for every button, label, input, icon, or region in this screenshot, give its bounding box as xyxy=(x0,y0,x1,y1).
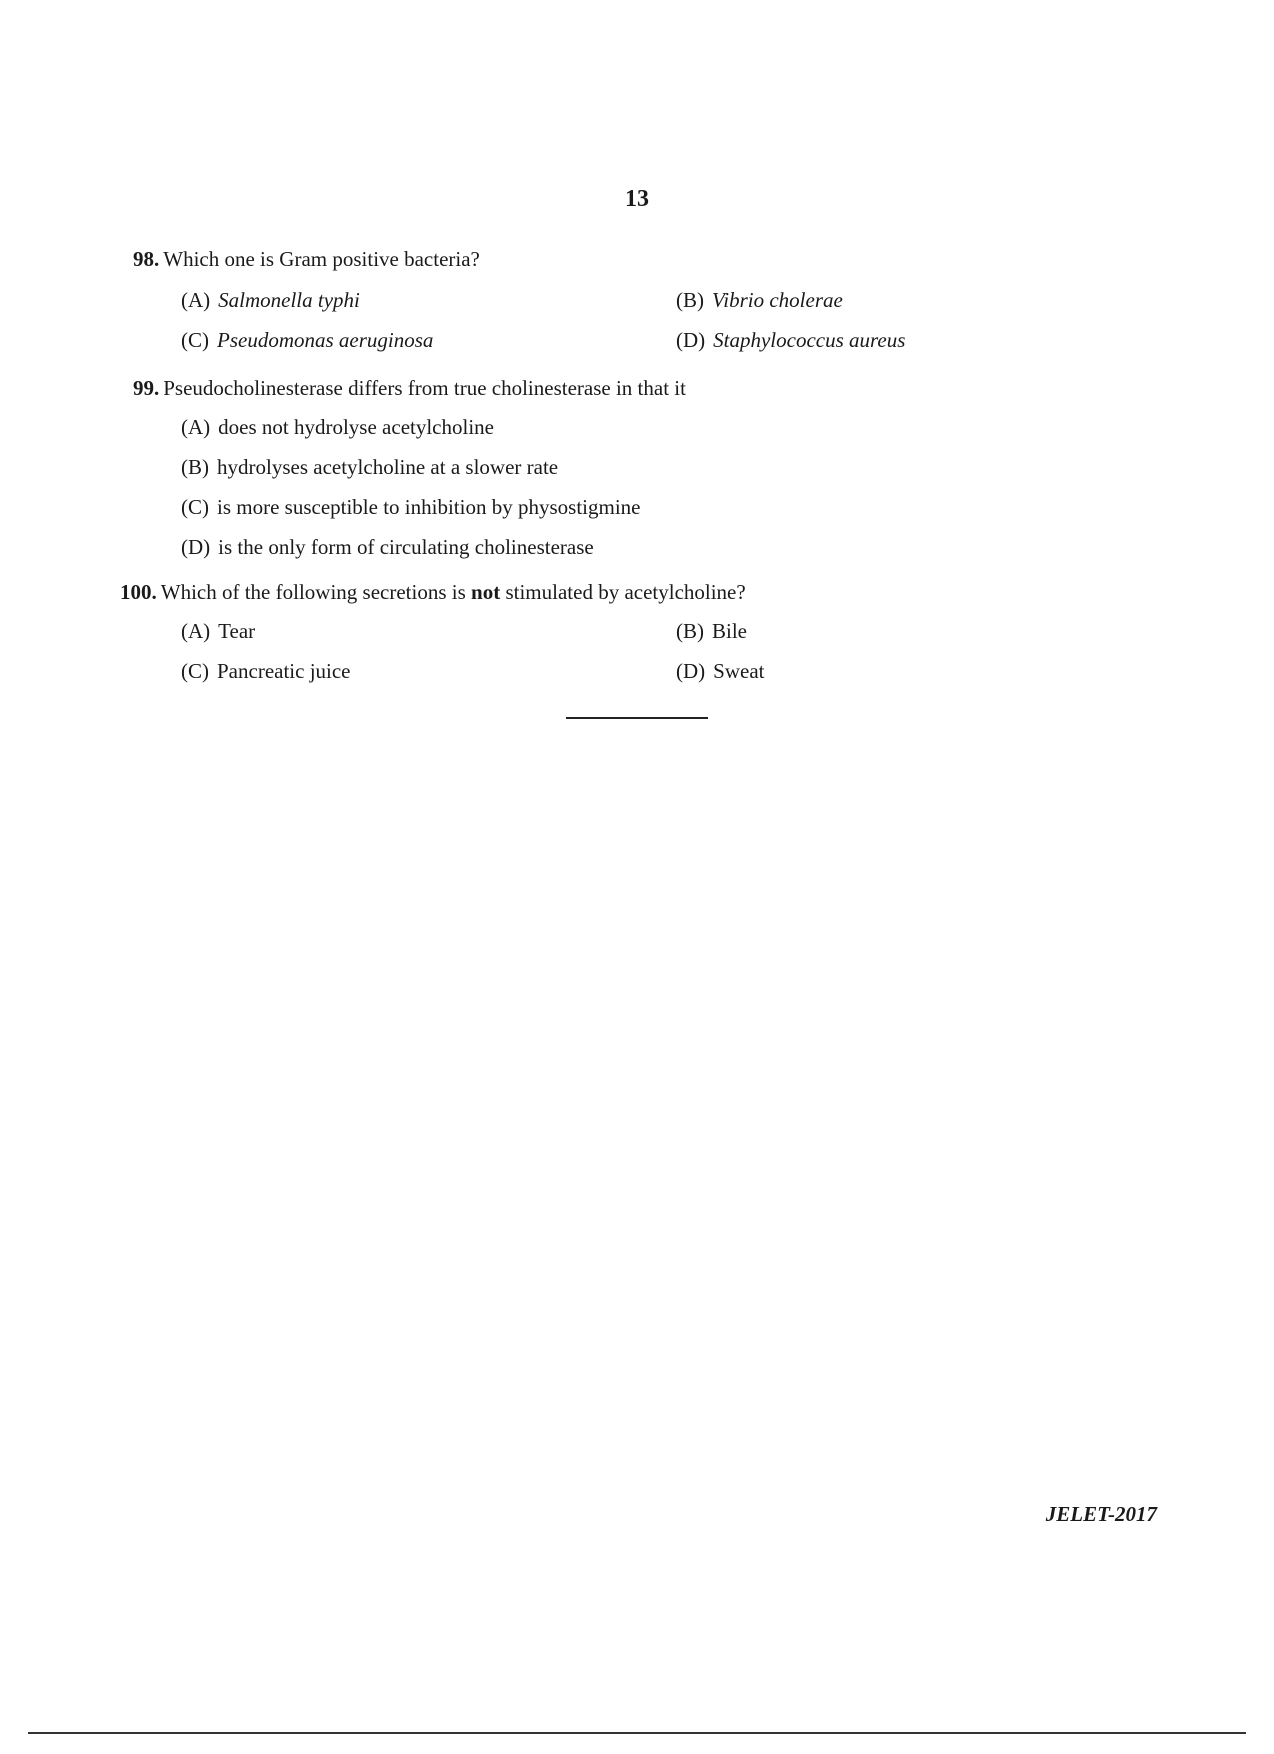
option-text: is more susceptible to inhibition by physostigmine xyxy=(217,495,641,519)
option-text: Pancreatic juice xyxy=(217,659,351,683)
option-text: hydrolyses acetylcholine at a slower rate xyxy=(217,455,559,479)
question-number: 100. xyxy=(120,580,157,604)
option-99-d xyxy=(181,535,594,560)
footer-code: JELET-2017 xyxy=(1045,1502,1157,1526)
option-100-a xyxy=(181,619,255,644)
option-text: does not hydrolyse acetylcholine xyxy=(218,415,494,439)
option-label: (A) xyxy=(181,288,211,312)
question-number: 98. xyxy=(133,247,160,271)
option-99-c xyxy=(181,495,640,520)
option-label: (D) xyxy=(676,328,706,352)
question-text-after: stimulated by acetylcholine? xyxy=(500,580,746,604)
option-label: (B) xyxy=(181,455,209,479)
question-text: Pseudocholinesterase differs from true cholinesterase in that it xyxy=(163,376,686,400)
option-label: (B) xyxy=(676,288,704,312)
bottom-rule xyxy=(28,1732,1246,1734)
option-text: Salmonella typhi xyxy=(218,288,360,312)
option-label: (A) xyxy=(181,619,211,643)
question-number: 99. xyxy=(133,376,160,400)
option-label: (C) xyxy=(181,328,209,352)
option-text: Pseudomonas aeruginosa xyxy=(217,328,434,352)
question-100 xyxy=(120,580,746,605)
option-98-d xyxy=(676,328,905,353)
option-label: (C) xyxy=(181,495,209,519)
option-label: (B) xyxy=(676,619,704,643)
option-98-a xyxy=(181,288,360,313)
option-99-b xyxy=(181,455,558,480)
question-text-before: Which of the following secretions is xyxy=(160,580,472,604)
option-text: Tear xyxy=(218,619,256,643)
end-rule xyxy=(566,717,708,719)
option-98-b xyxy=(676,288,843,313)
question-98 xyxy=(133,247,480,272)
option-label: (D) xyxy=(676,659,706,683)
option-label: (C) xyxy=(181,659,209,683)
option-text: is the only form of circulating cholinesterase xyxy=(218,535,594,559)
page-number: 13 xyxy=(625,186,649,212)
option-100-b xyxy=(676,619,747,644)
question-text-emphasis: not xyxy=(471,580,501,604)
option-100-d xyxy=(676,659,764,684)
option-98-c xyxy=(181,328,433,353)
option-99-a xyxy=(181,415,494,440)
option-label: (D) xyxy=(181,535,211,559)
option-text: Bile xyxy=(712,619,747,643)
question-text: Which one is Gram positive bacteria? xyxy=(163,247,480,271)
question-99 xyxy=(133,376,686,401)
option-100-c xyxy=(181,659,351,684)
option-text: Sweat xyxy=(713,659,765,683)
option-label: (A) xyxy=(181,415,211,439)
option-text: Vibrio cholerae xyxy=(712,288,843,312)
option-text: Staphylococcus aureus xyxy=(713,328,906,352)
